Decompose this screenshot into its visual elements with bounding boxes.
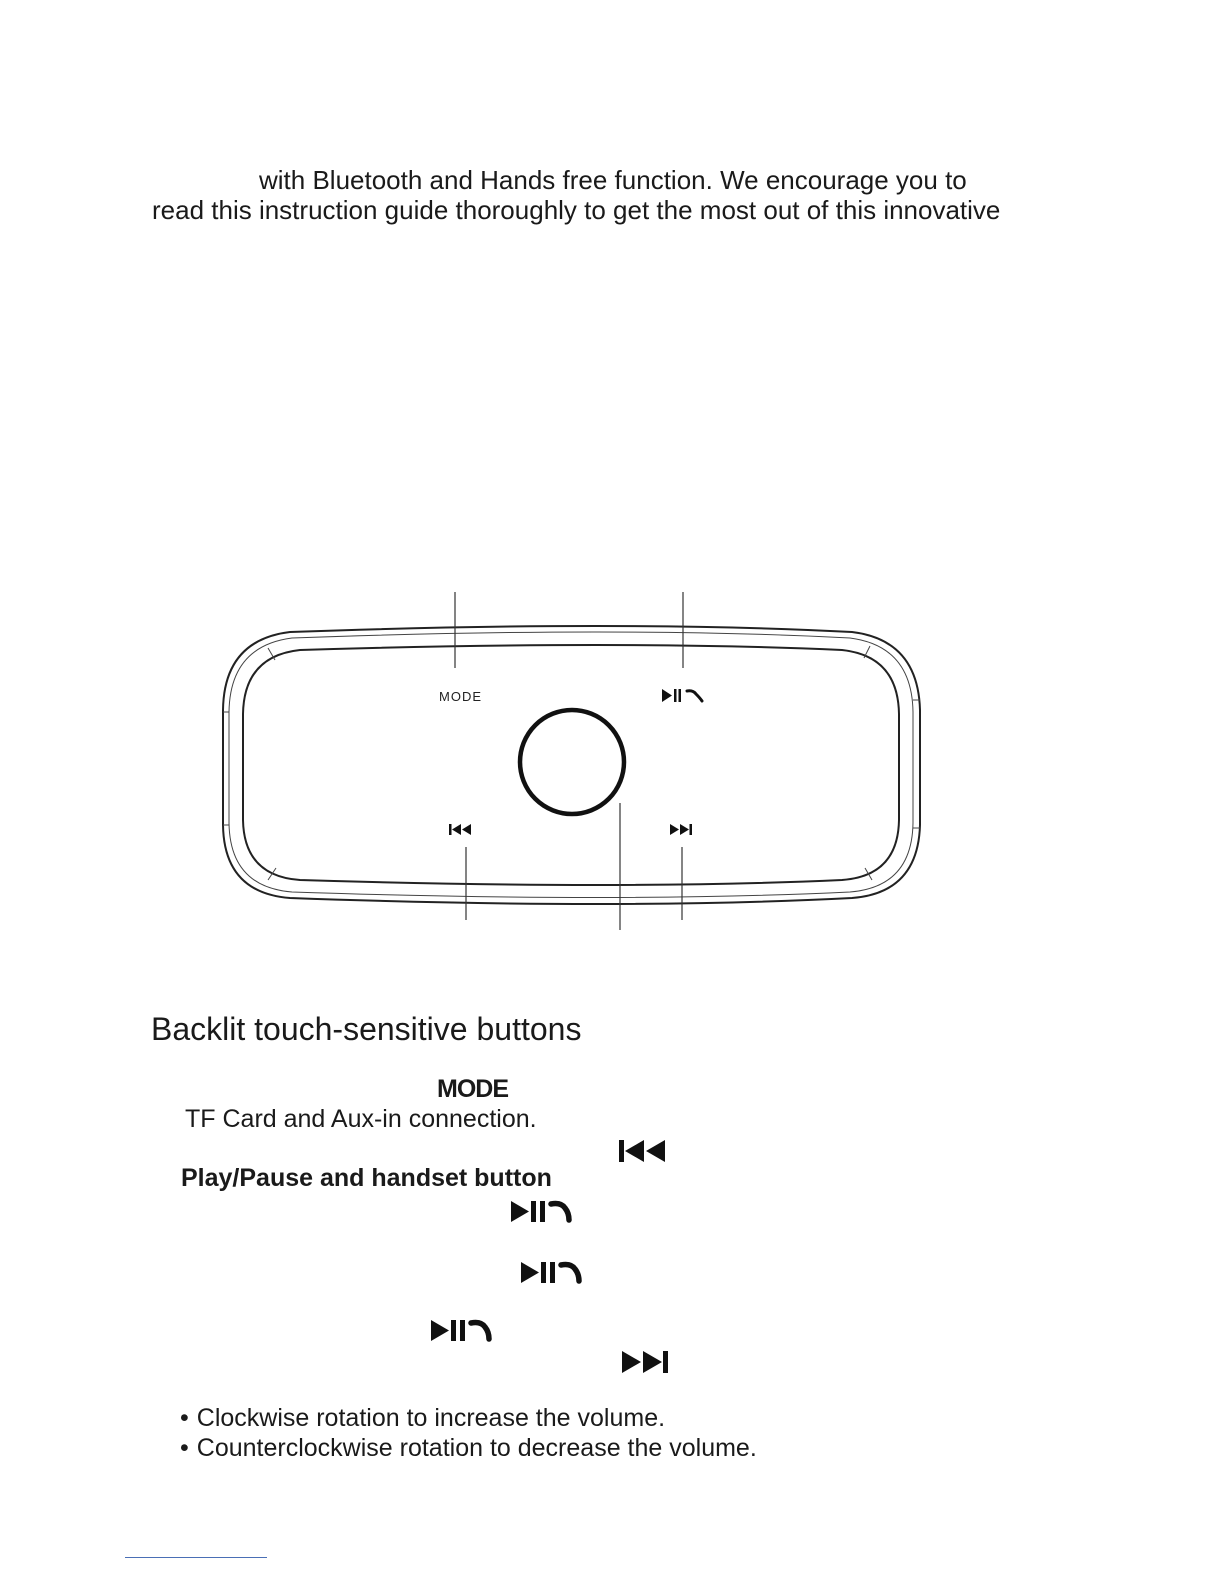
bullet-text: Clockwise rotation to increase the volume. — [196, 1404, 666, 1432]
panel-outer-outline — [223, 626, 920, 904]
volume-bullet-clockwise — [180, 1403, 665, 1433]
play-pause-handset-icon — [511, 1200, 573, 1224]
panel-middle-outline — [229, 632, 913, 898]
play-pause-handset-icon — [431, 1319, 493, 1343]
next-track-icon — [622, 1351, 670, 1373]
previous-track-icon — [619, 1140, 667, 1162]
play-pause-handset-icon — [521, 1261, 583, 1285]
panel-mode-label: MODE — [439, 689, 482, 704]
bullet-dot: • — [180, 1434, 189, 1462]
bullet-text: Counterclockwise rotation to decrease the volume. — [196, 1434, 757, 1462]
play-pause-handset-icon — [662, 689, 702, 702]
volume-bullet-counterclockwise — [180, 1433, 757, 1463]
mode-description: TF Card and Aux-in connection. — [185, 1105, 537, 1133]
bullet-dot: • — [180, 1404, 189, 1432]
section-heading: Backlit touch-sensitive buttons — [151, 1011, 582, 1047]
next-track-icon — [670, 824, 692, 835]
intro-line-2: read this instruction guide thoroughly to get the most out of this innovative — [152, 195, 1001, 225]
previous-track-icon — [449, 824, 471, 835]
footer-divider — [125, 1557, 267, 1558]
mode-button-label: MODE — [437, 1075, 508, 1103]
intro-line-1: with Bluetooth and Hands free function. We encourage you to — [259, 165, 967, 195]
panel-inner-face — [243, 645, 899, 885]
play-pause-heading: Play/Pause and handset button — [181, 1164, 552, 1192]
volume-knob-icon[interactable] — [520, 710, 624, 814]
